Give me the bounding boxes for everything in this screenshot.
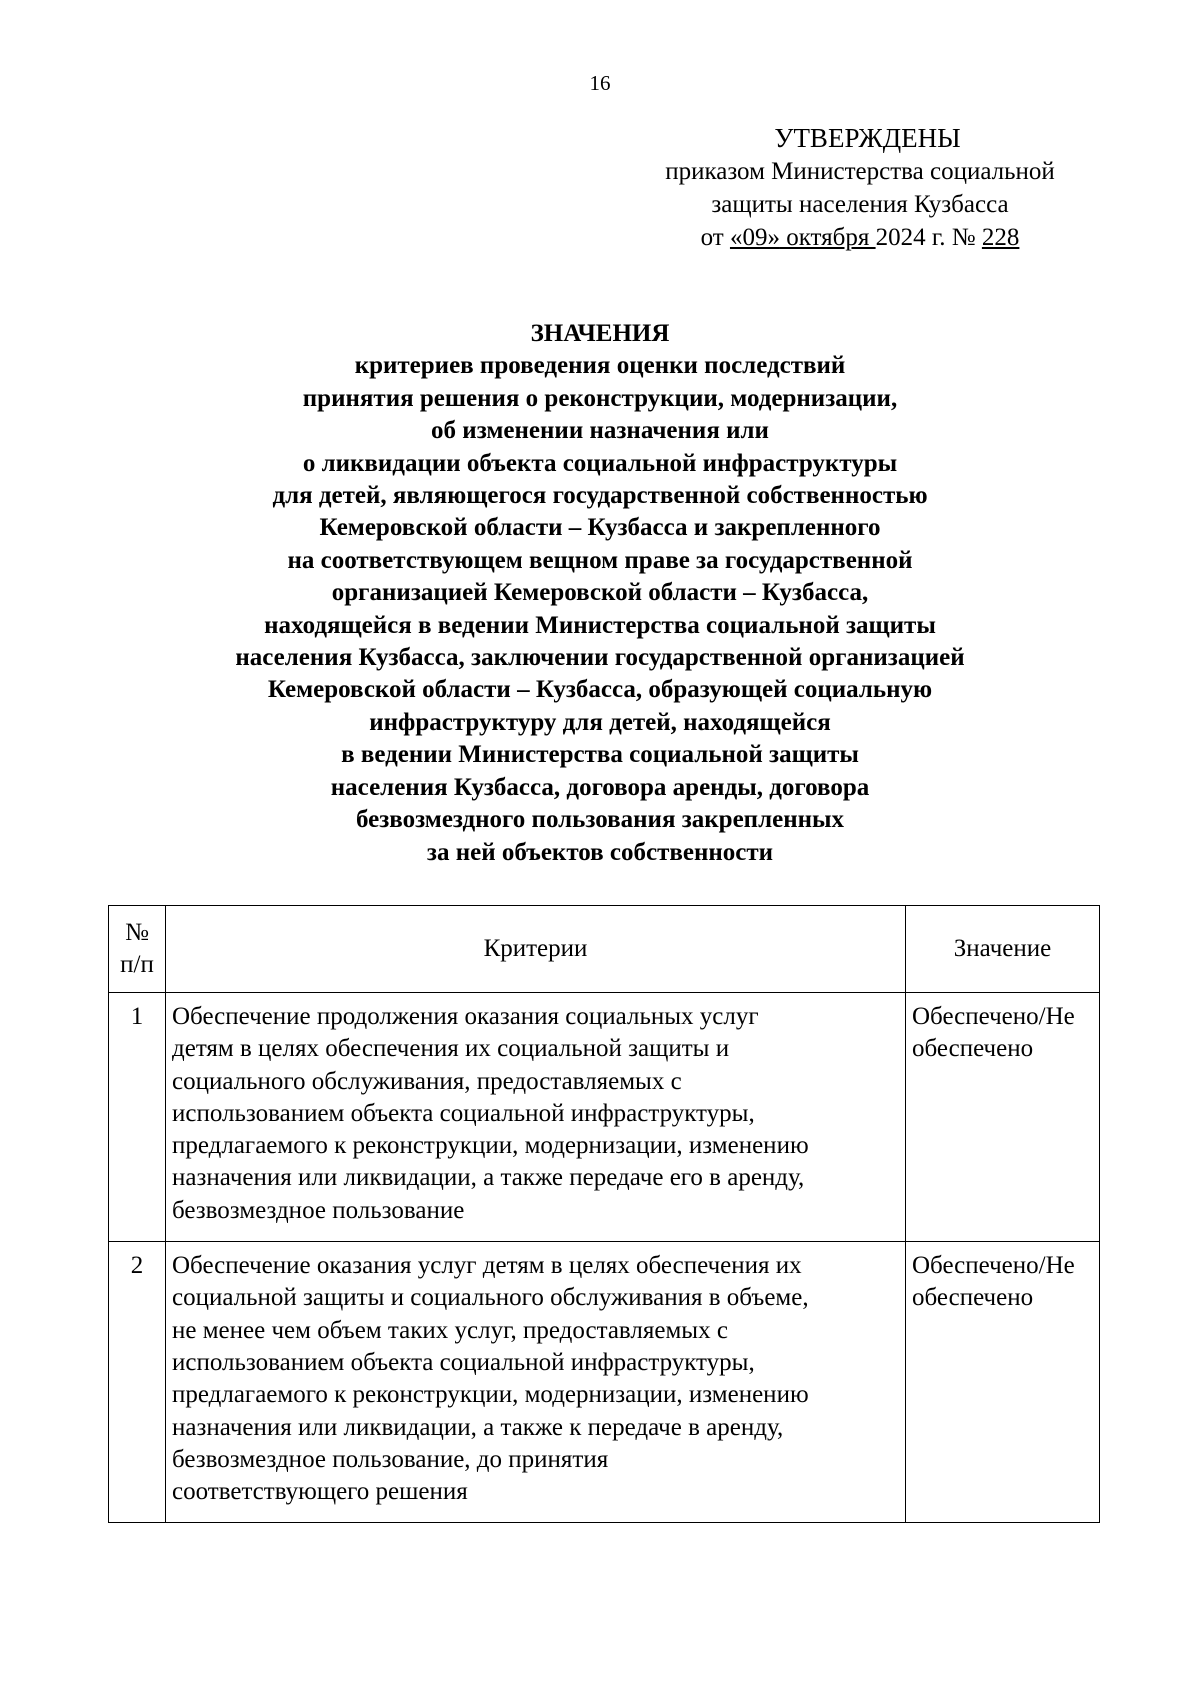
- row-criteria: [166, 993, 906, 1242]
- approval-title: УТВЕРЖДЕНЫ: [774, 123, 961, 153]
- approval-issuer-line: защиты населения Кузбасса: [711, 191, 1009, 218]
- criteria-line: безвозмездное пользование, до принятия: [172, 1445, 609, 1473]
- criteria-line: не менее чем объем таких услуг, предоставляемых с: [172, 1316, 728, 1344]
- row-criteria: [166, 1242, 906, 1523]
- row-number: 2: [109, 1242, 166, 1523]
- title-line: Кемеровской области – Кузбасса и закрепленного: [319, 514, 881, 542]
- title-line: населения Кузбасса, договора аренды, договора: [330, 773, 870, 801]
- title-line: Кемеровской области – Кузбасса, образующей социальную: [267, 676, 933, 704]
- value-line: обеспечено: [912, 1035, 1034, 1063]
- title-line: безвозмездного пользования закрепленных: [355, 806, 845, 834]
- header-criteria: Критерии: [166, 906, 906, 993]
- page-number: 16: [589, 71, 611, 95]
- criteria-table: [108, 905, 1100, 1523]
- criteria-line: предлагаемого к реконструкции, модернизации, изменению: [172, 1381, 809, 1409]
- order-month: октября: [779, 224, 876, 251]
- table-row: [109, 1242, 1100, 1523]
- criteria-line: предлагаемого к реконструкции, модернизации, изменению: [172, 1132, 809, 1160]
- document-title: [120, 318, 1080, 869]
- order-reference: [620, 221, 1100, 254]
- order-prefix: от: [700, 224, 730, 251]
- approval-issuer-line: приказом Министерства социальной: [665, 158, 1055, 185]
- header-value: Значение: [906, 906, 1100, 993]
- order-year: 2024 г. №: [875, 224, 982, 251]
- row-value: [906, 993, 1100, 1242]
- title-line: об изменении назначения или: [431, 417, 769, 445]
- title-line: населения Кузбасса, заключении государственной организацией: [235, 644, 965, 672]
- title-line: в ведении Министерства социальной защиты: [341, 741, 859, 769]
- criteria-line: социальной защиты и социального обслуживания в объеме,: [172, 1284, 809, 1312]
- header-number: [109, 906, 166, 993]
- criteria-line: использованием объекта социальной инфраструктуры,: [172, 1099, 755, 1127]
- title-line: инфраструктуру для детей, находящейся: [369, 708, 831, 736]
- header-number-abbr: п/п: [120, 951, 154, 978]
- criteria-line: использованием объекта социальной инфраструктуры,: [172, 1348, 755, 1376]
- criteria-line: назначения или ликвидации, а также к передаче в аренду,: [172, 1413, 784, 1441]
- title-line: о ликвидации объекта социальной инфраструктуры: [302, 449, 898, 477]
- value-line: Обеспечено/Не: [912, 1003, 1075, 1030]
- document-heading: ЗНАЧЕНИЯ: [530, 320, 670, 347]
- header-number-sign: №: [125, 918, 149, 946]
- value-line: обеспечено: [912, 1284, 1034, 1312]
- title-line: принятия решения о реконструкции, модернизации,: [302, 384, 898, 412]
- criteria-line: соответствующего решения: [172, 1478, 468, 1506]
- value-line: Обеспечено/Не: [912, 1252, 1075, 1280]
- title-line: организацией Кемеровской области – Кузбасса,: [331, 579, 869, 607]
- approval-block: [620, 122, 1100, 254]
- criteria-line: Обеспечение продолжения оказания социальных услуг: [172, 1003, 759, 1030]
- criteria-line: Обеспечение оказания услуг детям в целях обеспечения их: [172, 1252, 802, 1280]
- criteria-line: социального обслуживания, предоставляемых с: [172, 1067, 682, 1095]
- criteria-line: безвозмездное пользование: [172, 1196, 465, 1224]
- criteria-line: детям в целях обеспечения их социальной защиты и: [172, 1035, 730, 1063]
- table-row: [109, 993, 1100, 1242]
- title-line: критериев проведения оценки последствий: [354, 352, 846, 380]
- row-value: [906, 1242, 1100, 1523]
- title-line: находящейся в ведении Министерства социальной защиты: [264, 611, 936, 639]
- table-header-row: [109, 906, 1100, 993]
- order-number: 228: [981, 224, 1020, 251]
- title-line: на соответствующем вещном праве за государственной: [287, 546, 913, 574]
- criteria-line: назначения или ликвидации, а также передаче его в аренду,: [172, 1164, 805, 1192]
- row-number: 1: [109, 993, 166, 1242]
- order-day: «09»: [729, 224, 780, 251]
- title-line: за ней объектов собственности: [426, 838, 774, 866]
- title-line: для детей, являющегося государственной собственностью: [272, 482, 928, 510]
